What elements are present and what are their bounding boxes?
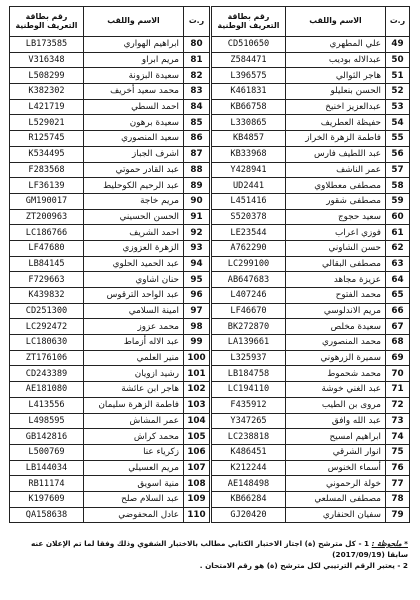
row-number: 105 xyxy=(184,429,210,445)
candidate-name: محمد عزوز xyxy=(84,319,184,335)
candidate-name: عبد الحميد الحلوي xyxy=(84,256,184,272)
row-number: 54 xyxy=(386,115,410,131)
candidate-name: عبدالاله بوديب xyxy=(286,52,386,68)
candidate-name: عمر المشاش xyxy=(84,413,184,429)
candidate-name: انوار الشرقي xyxy=(286,444,386,460)
table-row xyxy=(10,256,210,272)
id-card-number: K382302 xyxy=(10,84,84,100)
candidate-name: سفيان الحنفاري xyxy=(286,507,386,523)
notes-section xyxy=(12,538,408,571)
table-row xyxy=(10,209,210,225)
table-row xyxy=(10,240,210,256)
candidate-name: سعيدة برهون xyxy=(84,115,184,131)
table-row xyxy=(10,507,210,523)
table-row xyxy=(10,146,210,162)
id-card-number: CD251300 xyxy=(10,303,84,319)
table-body-right xyxy=(212,37,410,523)
row-number: 107 xyxy=(184,460,210,476)
row-number: 91 xyxy=(184,209,210,225)
candidate-name: سعيد المنصوري xyxy=(84,131,184,147)
header-id-card: رقم بطاقة التعريف الوطنية xyxy=(212,7,286,37)
candidate-name: عبد الرحيم الكوحليط xyxy=(84,178,184,194)
id-card-number: GB142816 xyxy=(10,429,84,445)
candidate-name: ابراهيم الهواري xyxy=(84,37,184,53)
id-card-number: K212244 xyxy=(212,460,286,476)
table-row xyxy=(212,162,410,178)
table-row xyxy=(10,99,210,115)
id-card-number: A762290 xyxy=(212,240,286,256)
row-number: 106 xyxy=(184,444,210,460)
table-row xyxy=(212,335,410,351)
id-card-number: S520378 xyxy=(212,209,286,225)
table-row xyxy=(10,37,210,53)
candidate-name: عمر الناشف xyxy=(286,162,386,178)
table-row xyxy=(212,115,410,131)
row-number: 76 xyxy=(386,460,410,476)
row-number: 97 xyxy=(184,303,210,319)
id-card-number: F435912 xyxy=(212,397,286,413)
id-card-number: K439832 xyxy=(10,288,84,304)
id-card-number: LC180630 xyxy=(10,335,84,351)
table-row xyxy=(212,84,410,100)
row-number: 80 xyxy=(184,37,210,53)
table-row xyxy=(10,115,210,131)
row-number: 58 xyxy=(386,178,410,194)
row-number: 69 xyxy=(386,350,410,366)
row-number: 109 xyxy=(184,491,210,507)
row-number: 88 xyxy=(184,162,210,178)
table-row xyxy=(10,460,210,476)
id-card-number: L498595 xyxy=(10,413,84,429)
id-card-number: LF47680 xyxy=(10,240,84,256)
candidate-name: منير العلمي xyxy=(84,350,184,366)
id-card-number: KB33968 xyxy=(212,146,286,162)
candidate-name: مريم العسيلي xyxy=(84,460,184,476)
id-card-number: L500769 xyxy=(10,444,84,460)
id-card-number: LC186766 xyxy=(10,225,84,241)
candidate-name: الحسن بنعليلو xyxy=(286,84,386,100)
candidate-name: احمد الشريف xyxy=(84,225,184,241)
note-text-2: 2 - يعتبر الرقم الترتيبي لكل مترشح (ة) هو رقم الامتحان . xyxy=(199,561,408,570)
table-body-left xyxy=(10,37,210,523)
id-card-number: AE181080 xyxy=(10,382,84,398)
id-card-number: LC238818 xyxy=(212,429,286,445)
row-number: 50 xyxy=(386,52,410,68)
id-card-number: F729663 xyxy=(10,272,84,288)
row-number: 53 xyxy=(386,99,410,115)
candidate-name: مصطفى البقالي xyxy=(286,256,386,272)
row-number: 77 xyxy=(386,476,410,492)
candidate-name: منية اسويق xyxy=(84,476,184,492)
candidate-name: عبد الاله أزماط xyxy=(84,335,184,351)
id-card-number: K461831 xyxy=(212,84,286,100)
row-number: 81 xyxy=(184,52,210,68)
id-card-number: CD510650 xyxy=(212,37,286,53)
id-card-number: L413556 xyxy=(10,397,84,413)
note-line-1 xyxy=(12,538,408,560)
candidate-name: رشيد ازويان xyxy=(84,366,184,382)
id-card-number: Y428941 xyxy=(212,162,286,178)
candidate-name: اشرف الجباز xyxy=(84,146,184,162)
candidate-name: علي المطهري xyxy=(286,37,386,53)
table-row xyxy=(212,146,410,162)
note-text-1: 1 - كل مترشح (ة) اجتاز الاختبار الكتابي مطالب بالاختبار الشفوي وذلك وفقا لما تم الإعلان عنه سابقا (2017/09/19) xyxy=(30,539,408,559)
row-number: 104 xyxy=(184,413,210,429)
table-header-row xyxy=(10,7,210,37)
id-card-number: F283568 xyxy=(10,162,84,178)
row-number: 89 xyxy=(184,178,210,194)
row-number: 100 xyxy=(184,350,210,366)
id-card-number: Z584471 xyxy=(212,52,286,68)
row-number: 83 xyxy=(184,84,210,100)
table-row xyxy=(10,429,210,445)
candidate-name: فاطمة الزهرة الخراز xyxy=(286,131,386,147)
candidate-name: عبد اللطيف فارس xyxy=(286,146,386,162)
id-card-number: KB66758 xyxy=(212,99,286,115)
id-card-number: LC194110 xyxy=(212,382,286,398)
table-row xyxy=(212,178,410,194)
table-row xyxy=(212,397,410,413)
candidate-name: محمد كراش xyxy=(84,429,184,445)
row-number: 86 xyxy=(184,131,210,147)
candidate-name: أسماء الخنوس xyxy=(286,460,386,476)
candidate-name: امينة السلامي xyxy=(84,303,184,319)
id-card-number: UD2441 xyxy=(212,178,286,194)
table-row xyxy=(212,193,410,209)
table-row xyxy=(212,491,410,507)
row-number: 92 xyxy=(184,225,210,241)
candidate-name: مروى بن الطيب xyxy=(286,397,386,413)
table-row xyxy=(212,444,410,460)
candidate-name: حفيظة العطريف xyxy=(286,115,386,131)
table-header-row xyxy=(212,7,410,37)
table-row xyxy=(10,193,210,209)
candidate-name: مريم الاندلوسي xyxy=(286,303,386,319)
candidate-name: عبد الغني خوشة xyxy=(286,382,386,398)
id-card-number: R125745 xyxy=(10,131,84,147)
id-card-number: LF46670 xyxy=(212,303,286,319)
id-card-number: LB173585 xyxy=(10,37,84,53)
id-card-number: AE148498 xyxy=(212,476,286,492)
table-row xyxy=(10,303,210,319)
id-card-number: L396575 xyxy=(212,68,286,84)
table-row xyxy=(212,382,410,398)
candidate-name: فوزي اعراب xyxy=(286,225,386,241)
table-row xyxy=(212,37,410,53)
id-card-number: KB4857 xyxy=(212,131,286,147)
id-card-number: Y347265 xyxy=(212,413,286,429)
candidate-name: احمد السطي xyxy=(84,99,184,115)
row-number: 49 xyxy=(386,37,410,53)
table-row xyxy=(10,288,210,304)
candidate-name: عزيزة مجاهد xyxy=(286,272,386,288)
table-row xyxy=(212,319,410,335)
id-card-number: QA158638 xyxy=(10,507,84,523)
id-card-number: K486451 xyxy=(212,444,286,460)
candidate-name: عبدالعزيز اخنيخ xyxy=(286,99,386,115)
row-number: 60 xyxy=(386,209,410,225)
id-card-number: LF36139 xyxy=(10,178,84,194)
id-card-number: ZT176106 xyxy=(10,350,84,366)
candidate-name: محمد المنصوري xyxy=(286,335,386,351)
row-number: 74 xyxy=(386,429,410,445)
candidate-name: سعيدة البزونة xyxy=(84,68,184,84)
row-number: 68 xyxy=(386,335,410,351)
candidate-name: هاجر ابن عائشة xyxy=(84,382,184,398)
candidate-name: فاطمة الزهرة سليمان xyxy=(84,397,184,413)
table-row xyxy=(212,240,410,256)
id-card-number: CD243389 xyxy=(10,366,84,382)
id-card-number: ZT200963 xyxy=(10,209,84,225)
candidate-name: محمد سعيد أخريف xyxy=(84,84,184,100)
id-card-number: LC299100 xyxy=(212,256,286,272)
candidate-name: حنان اشاوي xyxy=(84,272,184,288)
id-card-number: RB11174 xyxy=(10,476,84,492)
table-row xyxy=(212,52,410,68)
table-row xyxy=(10,350,210,366)
id-card-number: GJ20420 xyxy=(212,507,286,523)
row-number: 62 xyxy=(386,240,410,256)
row-number: 64 xyxy=(386,272,410,288)
table-row xyxy=(212,460,410,476)
table-row xyxy=(10,382,210,398)
header-name: الاسم واللقب xyxy=(84,7,184,37)
table-row xyxy=(212,99,410,115)
id-card-number: AB647683 xyxy=(212,272,286,288)
table-row xyxy=(10,444,210,460)
row-number: 78 xyxy=(386,491,410,507)
row-number: 75 xyxy=(386,444,410,460)
note-line-2 xyxy=(12,560,408,571)
table-row xyxy=(10,162,210,178)
results-sheet xyxy=(10,6,410,594)
row-number: 73 xyxy=(386,413,410,429)
candidates-table-left xyxy=(9,6,210,523)
row-number: 56 xyxy=(386,146,410,162)
candidate-name: مصطفى معطلاوي xyxy=(286,178,386,194)
table-row xyxy=(10,272,210,288)
candidate-name: مصطفى شقور xyxy=(286,193,386,209)
row-number: 90 xyxy=(184,193,210,209)
row-number: 103 xyxy=(184,397,210,413)
row-number: 101 xyxy=(184,366,210,382)
candidate-name: عبد القادر حموتي xyxy=(84,162,184,178)
row-number: 82 xyxy=(184,68,210,84)
id-card-number: L451416 xyxy=(212,193,286,209)
table-row xyxy=(212,256,410,272)
row-number: 93 xyxy=(184,240,210,256)
row-number: 67 xyxy=(386,319,410,335)
row-number: 72 xyxy=(386,397,410,413)
candidate-name: محمد الفتوح xyxy=(286,288,386,304)
row-number: 96 xyxy=(184,288,210,304)
table-row xyxy=(212,272,410,288)
id-card-number: LC292472 xyxy=(10,319,84,335)
table-row xyxy=(10,335,210,351)
id-card-number: LA139661 xyxy=(212,335,286,351)
table-row xyxy=(212,288,410,304)
table-row xyxy=(212,476,410,492)
candidate-name: مريم ابراو xyxy=(84,52,184,68)
candidate-name: عبد الواحد الترقوس xyxy=(84,288,184,304)
row-number: 59 xyxy=(386,193,410,209)
row-number: 66 xyxy=(386,303,410,319)
header-name: الاسم واللقب xyxy=(286,7,386,37)
row-number: 110 xyxy=(184,507,210,523)
id-card-number: L330865 xyxy=(212,115,286,131)
candidate-name: الحسن الحسيني xyxy=(84,209,184,225)
row-number: 108 xyxy=(184,476,210,492)
table-row xyxy=(212,303,410,319)
table-row xyxy=(212,209,410,225)
row-number: 79 xyxy=(386,507,410,523)
row-number: 95 xyxy=(184,272,210,288)
id-card-number: K197609 xyxy=(10,491,84,507)
row-number: 84 xyxy=(184,99,210,115)
candidate-name: عبد السلام صلح xyxy=(84,491,184,507)
candidate-name: هاجر الثوالي xyxy=(286,68,386,84)
id-card-number: V316348 xyxy=(10,52,84,68)
candidate-name: زكرياء عنا xyxy=(84,444,184,460)
row-number: 87 xyxy=(184,146,210,162)
table-row xyxy=(10,52,210,68)
table-row xyxy=(10,319,210,335)
candidates-table-right xyxy=(211,6,410,523)
table-row xyxy=(212,429,410,445)
note-label: * ملحوظة : xyxy=(371,539,408,548)
header-number: ر.ت xyxy=(386,7,410,37)
id-card-number: K534495 xyxy=(10,146,84,162)
table-row xyxy=(10,476,210,492)
table-row xyxy=(212,507,410,523)
row-number: 61 xyxy=(386,225,410,241)
id-card-number: KB66284 xyxy=(212,491,286,507)
id-card-number: LE23544 xyxy=(212,225,286,241)
table-row xyxy=(212,225,410,241)
id-card-number: LB144034 xyxy=(10,460,84,476)
header-id-card: رقم بطاقة التعريف الوطنية xyxy=(10,7,84,37)
row-number: 57 xyxy=(386,162,410,178)
table-row xyxy=(10,491,210,507)
table-row xyxy=(10,84,210,100)
id-card-number: L325937 xyxy=(212,350,286,366)
id-card-number: LB84145 xyxy=(10,256,84,272)
table-row xyxy=(212,350,410,366)
row-number: 71 xyxy=(386,382,410,398)
row-number: 98 xyxy=(184,319,210,335)
table-row xyxy=(10,131,210,147)
candidate-name: محمد شحموط xyxy=(286,366,386,382)
row-number: 102 xyxy=(184,382,210,398)
candidate-name: سعيد حجوج xyxy=(286,209,386,225)
candidate-name: حسن الشاوني xyxy=(286,240,386,256)
id-card-number: L421719 xyxy=(10,99,84,115)
row-number: 70 xyxy=(386,366,410,382)
table-row xyxy=(212,413,410,429)
candidate-name: مريم خاجة xyxy=(84,193,184,209)
row-number: 52 xyxy=(386,84,410,100)
table-row xyxy=(212,131,410,147)
header-number: ر.ت xyxy=(184,7,210,37)
row-number: 55 xyxy=(386,131,410,147)
table-row xyxy=(10,413,210,429)
candidate-name: خولة الرحموني xyxy=(286,476,386,492)
table-row xyxy=(10,178,210,194)
candidate-name: سميرة الزرهوني xyxy=(286,350,386,366)
id-card-number: L508299 xyxy=(10,68,84,84)
candidate-name: عبد الله وافق xyxy=(286,413,386,429)
table-row xyxy=(212,366,410,382)
table-row xyxy=(212,68,410,84)
id-card-number: L407246 xyxy=(212,288,286,304)
candidate-name: ابراهيم امسيح xyxy=(286,429,386,445)
row-number: 94 xyxy=(184,256,210,272)
candidate-name: مصطفى المسلعي xyxy=(286,491,386,507)
row-number: 99 xyxy=(184,335,210,351)
candidate-name: سعيدة مخلص xyxy=(286,319,386,335)
table-row xyxy=(10,225,210,241)
row-number: 65 xyxy=(386,288,410,304)
row-number: 85 xyxy=(184,115,210,131)
id-card-number: LB184758 xyxy=(212,366,286,382)
id-card-number: GM190017 xyxy=(10,193,84,209)
row-number: 51 xyxy=(386,68,410,84)
table-row xyxy=(10,68,210,84)
candidate-name: عادل المحفوضي xyxy=(84,507,184,523)
row-number: 63 xyxy=(386,256,410,272)
candidate-name: الزهرة العزوزي xyxy=(84,240,184,256)
id-card-number: L529021 xyxy=(10,115,84,131)
id-card-number: BK272870 xyxy=(212,319,286,335)
table-row xyxy=(10,397,210,413)
table-row xyxy=(10,366,210,382)
